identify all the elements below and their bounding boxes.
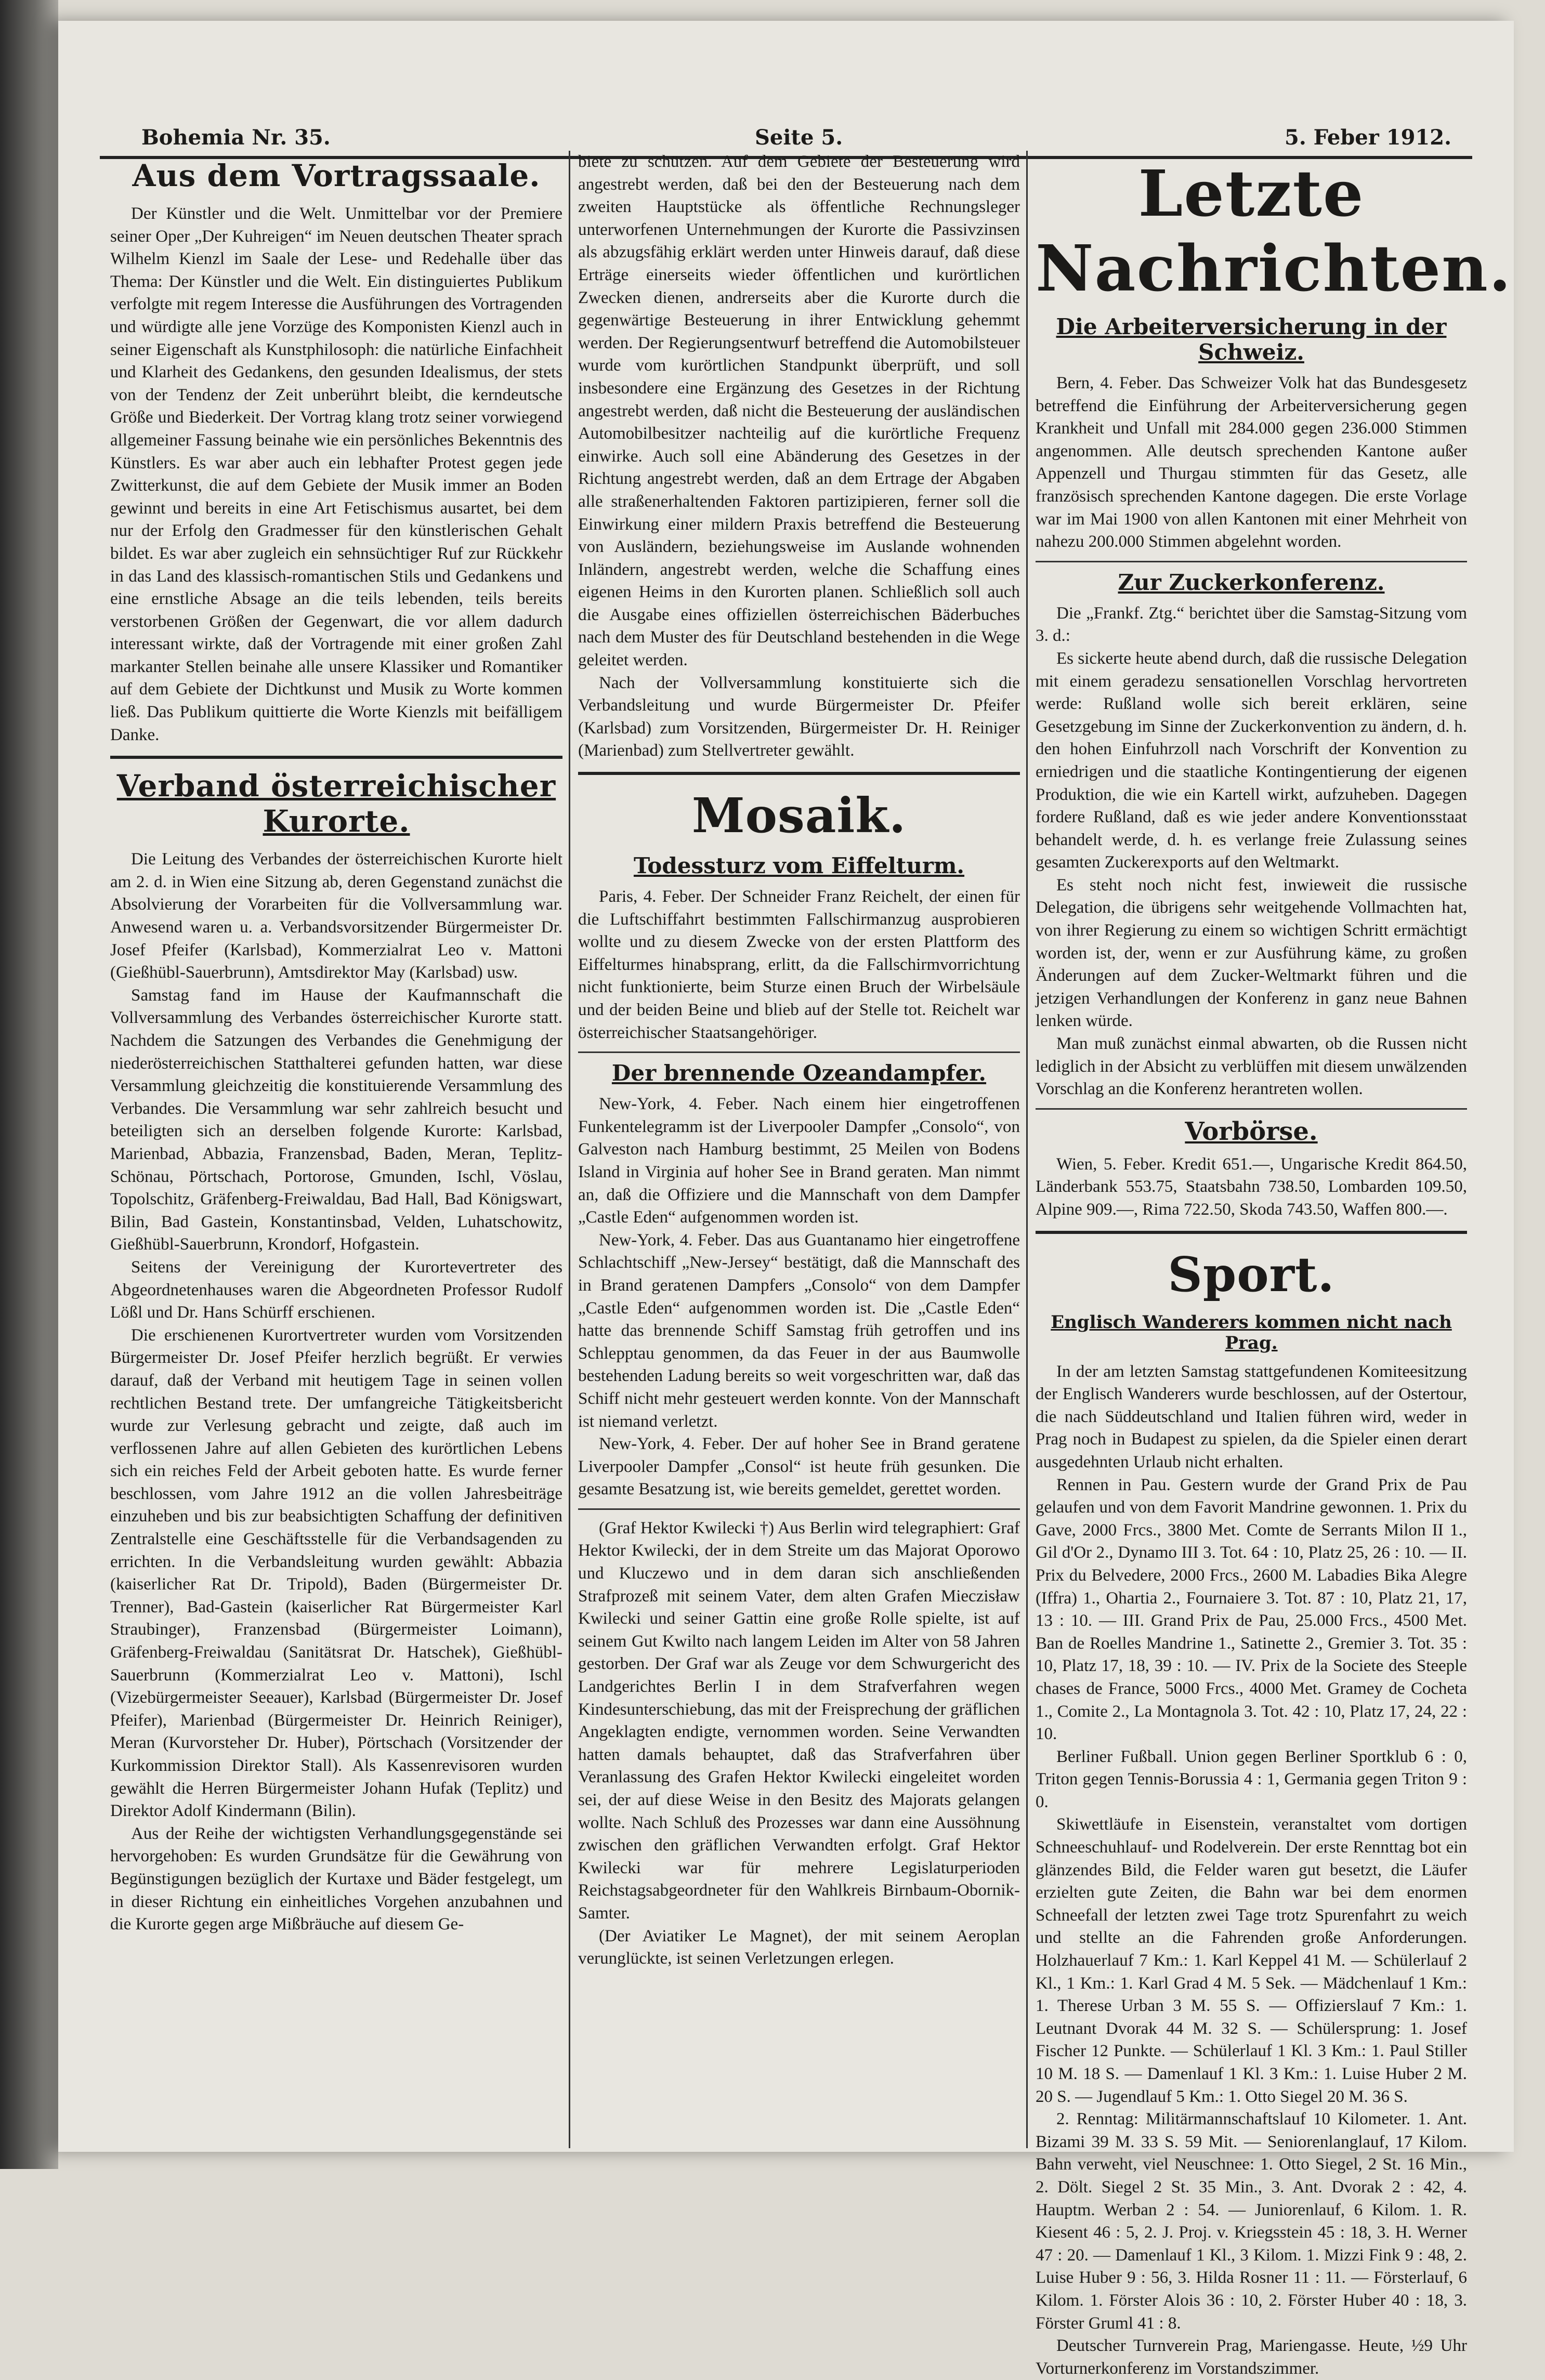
- paragraph: Berliner Fußball. Union gegen Berliner Sportklub 6 : 0, Triton gegen Tennis-Borussia 4 : 1, Germania gegen Triton 9 : 0.: [1036, 1747, 1467, 1811]
- article-text: Der Künstler und die Welt. Unmittelbar vor der Premiere seiner Oper „Der Kuhreigen“ im Neuen deutschen Theater sprach Wilhelm Kienzl im Saale der Lese- und Redehalle über das Thema: Der Künstler und die Welt. Ein distinguiertes Publikum verfolgte mit regem Interesse die Ausführungen des Vortragenden und würdigte alle jene Vorzüge des Komponisten Kienzl auch in seiner Eigenschaft als Kunstphilosoph: die natürliche Einfachheit und Klarheit des Gedankens, den gesunden Idealismus, der stets von der Tendenz der Zeit unberührt bleibt, die kerndeutsche Größe und Biederkeit. Der Vortrag klang trotz seiner vorwiegend allgemeiner Fassung beinahe wie ein persönliches Bekenntnis des Künstlers. Es war aber auch ein lebhafter Protest gegen jede Zwitterkunst, die auf dem Gebiete der Musik immer an Boden gewinnt und bereits in eine Art Fetischismus ausartet, bei dem nur der Erfolg den Gradmesser für den künstlerischen Gehalt bildet. Es war aber zugleich ein sehnsüchtiger Ruf zur Rückkehr in das Land des klassisch-romantischen Stils und Gedankens und eine ernstliche Absage an die teils lebenden, teils bereits verstorbenen Größen der Gegenwart, die vor allem dadurch interessant wirkte, daß der Vortragende mit einer großen Zahl markanter Stellen beinahe alle unsere Klassiker und Romantiker auf dem Gebiete der Dichtkunst und Musik zu Worte kommen ließ. Das Publikum quittierte die Worte Kienzls mit beifälligem Danke.: [110, 204, 562, 744]
- paragraph: In der am letzten Samstag stattgefundenen Komiteesitzung der Englisch Wanderers wurde beschlossen, auf der Ostertour, die nach Süddeutschland und Italien führen wird, weder in Prag noch in Budapest zu spielen, da die Spieler einen derart ausgedehnten Urlaub nicht erhalten.: [1036, 1362, 1467, 1471]
- section-title-mosaik: Mosaik.: [691, 787, 907, 844]
- section-title-letzte-nachrichten: Letzte Nachrichten.: [1036, 156, 1512, 306]
- paragraph: Man muß zunächst einmal abwarten, ob die Russen nicht lediglich in der Absicht zu verblüffen mit diesem unwälzenden Vorschlag an die Konferenz herantreten wollen.: [1036, 1034, 1467, 1099]
- article-kurorte: [110, 768, 562, 1936]
- paragraph: Es sickerte heute abend durch, daß die russische Delegation mit einem geradezu sensationellen Vorschlag hervortreten werde: Rußland wolle sich bereit erklären, seine Gesetzgebung im Sinne der Zuckerkonvention zu ändern, d. h. den hohen Einfuhrzoll nach Vorschrift der Konvention zu erniedrigen und die staatliche Kontingentierung der eigenen Produktion, die wie ein Kartell wirkt, aufzuheben. Dagegen fordere Rußland, daß es wie jeder andere Konventionsstaat behandelt werde, d. h. es verlange freie Zulassung seines gesamten Zuckerexports auf den Weltmarkt.: [1036, 649, 1467, 872]
- story-title: Der brennende Ozeandampfer.: [611, 1060, 987, 1086]
- paragraph: New-York, 4. Feber. Nach einem hier eingetroffenen Funkentelegramm ist der Liverpooler Dampfer „Consolo“, von Galveston nach Hamburg bestimmt, 25 Meilen von Bodens Island in Virginia auf hoher See in Brand geraten. Man nimmt an, daß die Offiziere und die Mannschaft von dem Dampfer „Castle Eden“ aufgenommen worden ist.: [578, 1095, 1020, 1227]
- paragraph: (Graf Hektor Kwilecki †) Aus Berlin wird telegraphiert: Graf Hektor Kwilecki, der in dem Streite um das Majorat Oporowo und Kluczewo und in dem daran sich anschließenden Strafprozeß mit seinem Vater, dem alten Grafen Mieczisław Kwilecki und seiner Gattin eine große Rolle spielte, ist auf seinem Gut Kwilto nach langem Leiden im Alter von 58 Jahren gestorben. Der Graf war als Zeuge vor dem Schwurgericht des Landgerichtes Berlin I in dem Strafverfahren wegen Kindesunterschiebung, das mit der Freisprechung der gräflichen Angeklagten endigte, vernommen worden. Seine Verwandten hatten damals behauptet, daß das Strafverfahren über Veranlassung des Grafen Hektor Kwilecki eingeleitet worden sei, der auf diese Weise in den Besitz des Majorats gelangen wollte. Nach Schluß des Prozesses war dann eine Aussöhnung zwischen den gräflichen Verwandten erfolgt. Graf Hektor Kwilecki war für mehrere Legislaturperioden Reichstagsabgeordneter für den Wahlkreis Birnbaum-Obornik-Samter.: [578, 1518, 1020, 1923]
- paragraph: Es steht noch nicht fest, inwieweit die russische Delegation, die übrigens sehr weitgehende Vollmachten hat, von ihrer Regierung zu einem so wichtigen Schritt ermächtigt worden ist, der, wenn er zur Ausführung käme, zu großen Änderungen auf dem Zucker-Weltmarkt führen und die jetzigen Verhandlungen der Konferenz in ganz neue Bahnen lenken würde.: [1036, 875, 1467, 1031]
- column-1: [110, 151, 562, 2148]
- story-title: Todessturz vom Eiffelturm.: [633, 853, 965, 879]
- paragraph: 2. Renntag: Militärmannschaftslauf 10 Kilometer. 1. Ant. Bizami 39 M. 33 S. 59 Mit. — Seniorenlanglauf, 17 Kilom. Bahn verweht, viel Neuschnee: 1. Otto Siegel, 2 St. 16 Min., 2. Dölt. Siegel 2 St. 35 Min., 3. Ant. Dvorak 2 : 42, 4. Hauptm. Werban 2 : 54. — Juniorenlauf, 6 Kilom. 1. R. Kiesent 46 : 5, 2. J. Proj. v. Kriegsstein 45 : 18, 3. H. Werner 47 : 20. — Damenlauf 1 Kl., 3 Kilom. 1. Mizzi Fink 9 : 48, 2. Luise Huber 9 : 56, 3. Hilda Rosner 11 : 11. — Försterlauf, 6 Kilom. 1. Förster Alois 36 : 10, 2. Förster Huber 40 : 18, 3. Förster Gruml 41 : 8.: [1036, 2110, 1467, 2333]
- divider: [1036, 1108, 1467, 1110]
- divider: [110, 756, 562, 759]
- divider: [1036, 561, 1467, 562]
- divider: [578, 772, 1020, 775]
- story-title: Zur Zuckerkonferenz.: [1118, 569, 1385, 595]
- paragraph: New-York, 4. Feber. Der auf hoher See in Brand geratene Liverpooler Dampfer „Consol“ ist heute früh gesunken. Die gesamte Besatzung ist, wie bereits gemeldet, gerettet worden.: [578, 1435, 1020, 1499]
- header-page-number: Seite 5.: [755, 125, 843, 150]
- column-rule: [569, 151, 570, 2148]
- paragraph: Die erschienenen Kurortvertreter wurden vom Vorsitzenden Bürgermeister Dr. Josef Pfeifer herzlich begrüßt. Er verwies darauf, daß der Verband mit heutigem Tage in seinen vollen rechtlichen Bestand trete. Der umfangreiche Tätigkeitsbericht wurde zur Verlesung gebracht und zeigte, daß auch im verflossenen Jahre auf allen Gebieten des kurörtlichen Lebens sich ein reiches Feld der Arbeit geboten hatte. Es wurde ferner beschlossen, vom Jahre 1912 an die vollen Jahresbeiträge einzuheben und bis zur beabsichtigten Schaffung der definitiven Zentralstelle eine Geschäftsstelle für die Verbandsagenden zu errichten. In die Verbandsleitung wurden gewählt: Abbazia (kaiserlicher Rat Dr. Tripold), Baden (Bürgermeister Dr. Trenner), Bad-Gastein (kaiserlicher Rat Bürgermeister Karl Straubinger), Franzensbad (Bürgermeister Loimann), Gräfenberg-Freiwaldau (Sanitätsrat Dr. Hatschek), Gießhübl-Sauerbrunn (Kommerzialrat Leo v. Mattoni), Ischl (Vizebürgermeister Seeauer), Karlsbad (Bürgermeister Dr. Josef Pfeifer), Marienbad (Bürgermeister Dr. Heinrich Reiniger), Meran (Kurvorsteher Dr. Huber), Pörtschach (Vorsitzender der Kurkommission Direktor Stall). Als Kassenrevisoren wurden gewählt die Herren Bürgermeister Johann Hufak (Teplitz) und Direktor Adolf Kindermann (Bilin).: [110, 1325, 562, 1821]
- story-title: Vorbörse.: [1185, 1116, 1318, 1146]
- header-issue: Bohemia Nr. 35.: [141, 125, 331, 150]
- book-spine-shadow: [0, 0, 58, 2169]
- column-rule: [1026, 151, 1028, 2148]
- paragraph: Die Leitung des Verbandes der österreichischen Kurorte hielt am 2. d. in Wien eine Sitzung ab, deren Gegenstand zunächst die Absolvierung der Vorarbeiten für die Vollversammlung war. Anwesend waren u. a. Verbandsvorsitzender Bürgermeister Dr. Josef Pfeifer (Karlsbad), Kommerzialrat Leo v. Mattoni (Gießhübl-Sauerbrunn), Amtsdirektor May (Karlsbad) usw.: [110, 850, 562, 982]
- paragraph: Wien, 5. Feber. Kredit 651.—, Ungarische Kredit 864.50, Länderbank 553.75, Staatsbahn 738.50, Lombarden 109.50, Alpine 909.—, Rima 722.50, Skoda 743.50, Waffen 800.—.: [1036, 1154, 1467, 1219]
- article-title: Aus dem Vortragssaale.: [132, 158, 541, 193]
- paragraph: Skiwettläufe in Eisenstein, veranstaltet vom dortigen Schneeschuhlauf- und Rodelverein. Der erste Rennttag bot ein glänzendes Bild, die Felder waren gut besetzt, die Läufer erzielten gute Zeiten, die Bahn war bei dem enormen Schneefall der letzten zwei Tage trotz Spurenfahrt zu weich und stellte an die Fahrenden große Anforderungen. Holzhauerlauf 7 Km.: 1. Karl Keppel 41 M. — Schülerlauf 2 Kl., 1 Km.: 1. Karl Grad 4 M. 5 Sek. — Mädchenlauf 1 Km.: 1. Therese Urban 3 M. 55 S. — Offizierslauf 7 Km.: 1. Leutnant Dvorak 44 M. 32 S. — Schülersprung: 1. Josef Fischer 12 Punkte. — Schülerlauf 1 Kl. 3 Km.: 1. Paul Stiller 10 M. 18 S. — Damenlauf 1 Kl. 3 Km.: 1. Luise Huber 2 M. 20 S. — Jugendlauf 5 Km.: 1. Otto Siegel 20 M. 36 S.: [1036, 1815, 1467, 2106]
- divider: [1036, 1231, 1467, 1234]
- paragraph: Nach der Vollversammlung konstituierte sich die Verbandsleitung und wurde Bürgermeister Dr. Pfeifer (Karlsbad) zum Vorsitzenden, Bürgermeister Dr. H. Reiniger (Marienbad) zum Stellvertreter gewählt.: [578, 673, 1020, 760]
- divider: [578, 1051, 1020, 1053]
- paragraph: Die „Frankf. Ztg.“ berichtet über die Samstag-Sitzung vom 3. d.:: [1036, 603, 1467, 646]
- paragraph: biete zu schützen. Auf dem Gebiete der Besteuerung wird angestrebt werden, daß bei den der Besteuerung nach dem zweiten Hauptstücke als öffentliche Rechnungsleger unterworfenen Unternehmungen der Kurorte die Passivzinsen als abzugsfähig erklärt werden unter Hinweis darauf, daß diese Erträge einerseits wieder öffentlichen und kurörtlichen Zwecken dienen, andrerseits aber die Kurorte durch die gegenwärtige Besteuerung in ihrer Entwicklung gehemmt werden. Der Regierungsentwurf betreffend die Automobilsteuer wurde vom kurörtlichen Standpunkt überprüft, und soll insbesondere eine Ergänzung des Gesetzes in der Richtung angestrebt werden, daß nicht die Besteuerung der ausländischen Automobilbesitzer nachteilig auf die kurörtliche Frequenz einwirke. Auch soll eine Abänderung des Gesetzes in der Richtung angestrebt werden, daß an dem Ertrage der Abgaben alle straßenerhaltenden Faktoren partizipieren, ferner soll die Einwirkung einer mildern Praxis betreffend die Besteuerung von Ausländern, beziehungsweise im Auslande wohnenden Inländern, angestrebt werden, welche die Schaffung eines eigenen Heims in den Kurorten planen. Schließlich soll auch die Ausgabe eines offiziellen österreichischen Bäderbuches nach dem Muster des für Deutschland bestehenden in die Wege geleitet werden.: [578, 152, 1020, 670]
- column-3: [1036, 151, 1512, 2378]
- paragraph: Seitens der Vereinigung der Kurortevertreter des Abgeordnetenhauses waren die Abgeordneten Professor Rudolf Lößl und Dr. Hans Schürff erschienen.: [110, 1257, 562, 1322]
- article-vortragssaal: [110, 158, 562, 746]
- paragraph: Samstag fand im Hause der Kaufmannschaft die Vollversammlung des Verbandes österreichischer Kurorte statt. Nachdem die Satzungen des Verbandes die Genehmigung der niederösterreichischen Statthalterei gefunden hatten, war diese Versammlung gleichzeitig die konstituierende Versammlung des Verbandes. Die Versammlung war sehr zahlreich besucht und beteiligten sich an derselben folgende Kurorte: Karlsbad, Marienbad, Abbazia, Franzensbad, Baden, Meran, Teplitz-Schönau, Pörtschach, Portorose, Gmunden, Ischl, Vöslau, Topolschitz, Gräfenberg-Freiwaldau, Bad Hall, Bad Königswart, Bilin, Bad Gastein, Konstantinsbad, Velden, Luhatschowitz, Gießhübl-Sauerbrunn, Krondorf, Hofgastein.: [110, 985, 562, 1254]
- paragraph: (Der Aviatiker Le Magnet), der mit seinem Aeroplan verunglückte, ist seinen Verletzungen erlegen.: [578, 1926, 1020, 1968]
- divider: [578, 1508, 1020, 1510]
- story-title: Die Arbeiterversicherung in der Schweiz.: [1056, 314, 1447, 365]
- paragraph: New-York, 4. Feber. Das aus Guantanamo hier eingetroffene Schlachtschiff „New-Jersey“ bestätigt, daß die Mannschaft des in Brand geratenen Dampfers „Consolo“ von dem Dampfer „Castle Eden“ aufgenommen worden ist. Die „Castle Eden“ hatte das brennende Schiff Samstag früh getroffen und ins Schlepptau genommen, da das Feuer in der aus Baumwolle bestehenden Ladung bereits so weit vorgeschritten war, daß das Schiff nicht mehr gesteuert werden konnte. Von der Mannschaft ist niemand verletzt.: [578, 1230, 1020, 1431]
- paragraph: Paris, 4. Feber. Der Schneider Franz Reichelt, der einen für die Luftschiffahrt bestimmten Fallschirmanzug ausprobieren wollte und zu diesem Zwecke von der ersten Plattform des Eiffelturmes hinabsprang, erlitt, da die Fallschirmvorrichtung nicht funktionierte, beim Sturze einen Bruch der Wirbelsäule und der beiden Beine und blieb auf der Stelle tot. Reichelt war österreichischer Staatsangehöriger.: [578, 887, 1020, 1042]
- paragraph: Bern, 4. Feber. Das Schweizer Volk hat das Bundesgesetz betreffend die Einführung der Arbeiterversicherung gegen Krankheit und Unfall mit 284.000 gegen 236.000 Stimmen angenommen. Alle deutsch sprechenden Kantone außer Appenzell und Thurgau stimmten für das Gesetz, alle französisch sprechenden Kantone dagegen. Die erste Vorlage war im Mai 1900 von allen Kantonen mit einer Mehrheit von nahezu 200.000 Stimmen abgelehnt worden.: [1036, 374, 1467, 551]
- paragraph: Deutscher Turnverein Prag, Mariengasse. Heute, ½9 Uhr Vorturnerkonferenz im Vorstandszimmer.: [1036, 2336, 1467, 2378]
- section-title-sport: Sport.: [1168, 1246, 1335, 1303]
- paragraph: Rennen in Pau. Gestern wurde der Grand Prix de Pau gelaufen und von dem Favorit Mandrine gewonnen. 1. Prix du Gave, 2000 Frcs., 3800 Met. Comte de Serrants Milon II 1., Gil d'Or 2., Dynamo III 3. Tot. 64 : 10, Platz 25, 26 : 10. — II. Prix du Belvedere, 2000 Frcs., 2600 M. Labadies Bika Alegre (Iffra) 1., Ohartia 2., Fournaiere 3. Tot. 87 : 10, Platz 21, 17, 13 : 10. — III. Grand Prix de Pau, 25.000 Frcs., 4500 Met. Ban de Roelles Mandrine 1., Satinette 2., Gremier 3. Tot. 35 : 10, Platz 17, 18, 39 : 10. — IV. Prix de la Societe des Steeple chases de France, 5000 Frcs., 4000 Met. Gramey de Cocheta 1., Comite 2., La Montagnola 3. Tot. 42 : 10, Platz 17, 24, 22 : 10.: [1036, 1475, 1467, 1744]
- header-date: 5. Feber 1912.: [1284, 125, 1451, 150]
- column-2: [578, 151, 1020, 2148]
- paragraph: Aus der Reihe der wichtigsten Verhandlungsgegenstände sei hervorgehoben: Es wurden Grundsätze für die Gewährung von Begünstigungen bezüglich der Kurtaxe und Bäder festgelegt, um in dieser Richtung ein einheitliches Vorgehen anzubahnen und die Kurorte gegen arge Mißbräuche auf diesem Ge-: [110, 1824, 562, 1934]
- story-title: Englisch Wanderers kommen nicht nach Prag.: [1051, 1311, 1452, 1353]
- article-title: Verband österreichischer Kurorte.: [116, 768, 556, 839]
